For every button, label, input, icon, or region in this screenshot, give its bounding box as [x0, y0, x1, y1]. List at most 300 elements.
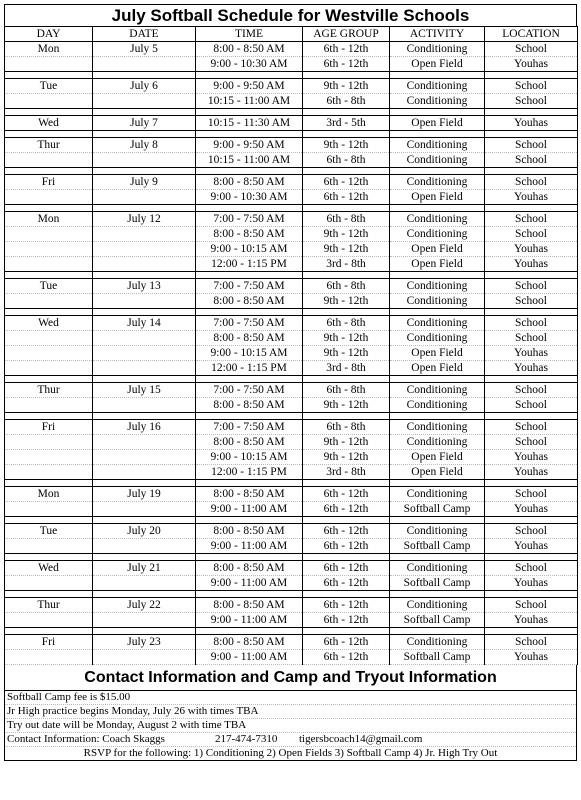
spacer-cell [196, 554, 303, 561]
spacer-cell [303, 554, 390, 561]
table-row [5, 316, 578, 331]
spacer-cell [93, 272, 196, 279]
activity-cell: Open Field [390, 190, 485, 205]
location-cell: School [485, 79, 578, 94]
table-row [5, 361, 578, 376]
date-cell [93, 331, 196, 346]
spacer-cell [390, 628, 485, 635]
header-row [5, 27, 578, 42]
day-cell: Fri [5, 420, 93, 435]
date-cell: July 14 [93, 316, 196, 331]
table-row [5, 153, 578, 168]
location-cell: Youhas [485, 539, 578, 554]
spacer-cell [196, 168, 303, 175]
activity-cell: Softball Camp [390, 539, 485, 554]
time-cell: 9:00 - 11:00 AM [196, 576, 303, 591]
day-cell: Mon [5, 212, 93, 227]
time-cell: 9:00 - 11:00 AM [196, 502, 303, 517]
location-cell: Youhas [485, 190, 578, 205]
time-cell: 9:00 - 10:15 AM [196, 242, 303, 257]
age-group-cell: 6th - 8th [303, 383, 390, 398]
location-cell: Youhas [485, 361, 578, 376]
spacer-cell [93, 168, 196, 175]
location-cell: School [485, 212, 578, 227]
spacer-cell [485, 72, 578, 79]
activity-cell: Conditioning [390, 94, 485, 109]
date-cell [93, 227, 196, 242]
time-cell: 7:00 - 7:50 AM [196, 212, 303, 227]
time-cell: 12:00 - 1:15 PM [196, 257, 303, 272]
page-title: July Softball Schedule for Westville Schools [4, 4, 577, 26]
age-group-cell: 6th - 12th [303, 42, 390, 57]
table-row [5, 613, 578, 628]
spacer-cell [303, 168, 390, 175]
group-spacer [5, 480, 578, 487]
age-group-cell: 9th - 12th [303, 331, 390, 346]
activity-cell: Conditioning [390, 316, 485, 331]
date-cell: July 20 [93, 524, 196, 539]
age-group-cell: 6th - 12th [303, 561, 390, 576]
table-row [5, 116, 578, 131]
day-cell: Fri [5, 175, 93, 190]
spacer-cell [303, 309, 390, 316]
day-cell [5, 331, 93, 346]
location-cell: School [485, 294, 578, 309]
day-cell [5, 450, 93, 465]
date-cell [93, 190, 196, 205]
spacer-cell [390, 480, 485, 487]
spacer-cell [196, 480, 303, 487]
contact-info [4, 691, 577, 761]
table-row [5, 398, 578, 413]
date-cell [93, 57, 196, 72]
spacer-cell [93, 72, 196, 79]
activity-cell: Open Field [390, 450, 485, 465]
spacer-cell [485, 168, 578, 175]
schedule-table [4, 26, 578, 665]
table-row [5, 212, 578, 227]
day-cell [5, 465, 93, 480]
col-header-day: DAY [5, 27, 93, 42]
spacer-cell [303, 591, 390, 598]
group-spacer [5, 72, 578, 79]
time-cell: 9:00 - 11:00 AM [196, 539, 303, 554]
time-cell: 7:00 - 7:50 AM [196, 279, 303, 294]
age-group-cell: 6th - 12th [303, 487, 390, 502]
age-group-cell: 9th - 12th [303, 79, 390, 94]
age-group-cell: 6th - 8th [303, 316, 390, 331]
age-group-cell: 6th - 8th [303, 94, 390, 109]
spacer-cell [5, 480, 93, 487]
date-cell [93, 361, 196, 376]
location-cell: School [485, 94, 578, 109]
location-cell: School [485, 42, 578, 57]
day-cell [5, 94, 93, 109]
group-spacer [5, 413, 578, 420]
spacer-cell [93, 628, 196, 635]
date-cell [93, 398, 196, 413]
schedule-body [5, 42, 578, 665]
table-row [5, 42, 578, 57]
day-cell [5, 190, 93, 205]
date-cell: July 8 [93, 138, 196, 153]
activity-cell: Conditioning [390, 635, 485, 650]
date-cell [93, 650, 196, 665]
activity-cell: Conditioning [390, 79, 485, 94]
spacer-cell [5, 309, 93, 316]
spacer-cell [390, 131, 485, 138]
spacer-cell [390, 376, 485, 383]
activity-cell: Open Field [390, 361, 485, 376]
activity-cell: Open Field [390, 57, 485, 72]
spacer-cell [5, 168, 93, 175]
date-cell [93, 502, 196, 517]
time-cell: 8:00 - 8:50 AM [196, 561, 303, 576]
day-cell: Wed [5, 116, 93, 131]
day-cell [5, 539, 93, 554]
date-cell: July 15 [93, 383, 196, 398]
spacer-cell [93, 205, 196, 212]
spacer-cell [390, 554, 485, 561]
spacer-cell [485, 480, 578, 487]
tryout-line: Try out date will be Monday, August 2 with time TBA [5, 719, 576, 733]
table-row [5, 450, 578, 465]
schedule-sheet [4, 4, 577, 761]
date-cell: July 21 [93, 561, 196, 576]
spacer-cell [390, 168, 485, 175]
group-spacer [5, 109, 578, 116]
time-cell: 8:00 - 8:50 AM [196, 175, 303, 190]
time-cell: 10:15 - 11:30 AM [196, 116, 303, 131]
table-row [5, 524, 578, 539]
day-cell [5, 361, 93, 376]
spacer-cell [390, 413, 485, 420]
location-cell: School [485, 227, 578, 242]
location-cell: School [485, 316, 578, 331]
table-row [5, 175, 578, 190]
date-cell [93, 613, 196, 628]
table-row [5, 227, 578, 242]
table-row [5, 435, 578, 450]
spacer-cell [196, 628, 303, 635]
location-cell: School [485, 561, 578, 576]
spacer-cell [5, 517, 93, 524]
spacer-cell [390, 272, 485, 279]
time-cell: 8:00 - 8:50 AM [196, 42, 303, 57]
spacer-cell [485, 591, 578, 598]
table-row [5, 79, 578, 94]
activity-cell: Conditioning [390, 279, 485, 294]
activity-cell: Conditioning [390, 420, 485, 435]
date-cell: July 9 [93, 175, 196, 190]
spacer-cell [5, 413, 93, 420]
age-group-cell: 3rd - 8th [303, 361, 390, 376]
date-cell: July 23 [93, 635, 196, 650]
contact-label: Contact Information: Coach Skaggs [7, 733, 165, 745]
time-cell: 9:00 - 10:15 AM [196, 450, 303, 465]
activity-cell: Softball Camp [390, 576, 485, 591]
table-row [5, 539, 578, 554]
location-cell: School [485, 598, 578, 613]
spacer-cell [303, 628, 390, 635]
day-cell [5, 294, 93, 309]
time-cell: 8:00 - 8:50 AM [196, 398, 303, 413]
spacer-cell [93, 591, 196, 598]
date-cell [93, 346, 196, 361]
spacer-cell [93, 517, 196, 524]
spacer-cell [93, 109, 196, 116]
spacer-cell [390, 72, 485, 79]
age-group-cell: 9th - 12th [303, 346, 390, 361]
age-group-cell: 6th - 12th [303, 190, 390, 205]
table-row [5, 190, 578, 205]
age-group-cell: 6th - 12th [303, 576, 390, 591]
time-cell: 9:00 - 10:30 AM [196, 190, 303, 205]
time-cell: 12:00 - 1:15 PM [196, 465, 303, 480]
spacer-cell [5, 554, 93, 561]
spacer-cell [485, 205, 578, 212]
table-row [5, 242, 578, 257]
table-row [5, 279, 578, 294]
day-cell [5, 346, 93, 361]
day-cell: Thur [5, 138, 93, 153]
spacer-cell [485, 131, 578, 138]
col-header-age-group: AGE GROUP [303, 27, 390, 42]
time-cell: 9:00 - 11:00 AM [196, 650, 303, 665]
activity-cell: Conditioning [390, 435, 485, 450]
col-header-time: TIME [196, 27, 303, 42]
age-group-cell: 9th - 12th [303, 435, 390, 450]
day-cell: Mon [5, 42, 93, 57]
age-group-cell: 6th - 8th [303, 420, 390, 435]
spacer-cell [196, 72, 303, 79]
time-cell: 8:00 - 8:50 AM [196, 635, 303, 650]
age-group-cell: 6th - 12th [303, 613, 390, 628]
day-cell [5, 153, 93, 168]
time-cell: 7:00 - 7:50 AM [196, 383, 303, 398]
date-cell [93, 94, 196, 109]
spacer-cell [485, 628, 578, 635]
activity-cell: Open Field [390, 346, 485, 361]
activity-cell: Conditioning [390, 212, 485, 227]
table-row [5, 294, 578, 309]
spacer-cell [196, 591, 303, 598]
spacer-cell [196, 109, 303, 116]
time-cell: 8:00 - 8:50 AM [196, 598, 303, 613]
location-cell: School [485, 383, 578, 398]
activity-cell: Conditioning [390, 598, 485, 613]
activity-cell: Open Field [390, 242, 485, 257]
table-row [5, 502, 578, 517]
table-row [5, 383, 578, 398]
spacer-cell [5, 109, 93, 116]
age-group-cell: 6th - 8th [303, 279, 390, 294]
location-cell: School [485, 175, 578, 190]
day-cell [5, 57, 93, 72]
day-cell: Wed [5, 561, 93, 576]
location-cell: School [485, 635, 578, 650]
table-row [5, 561, 578, 576]
spacer-cell [93, 413, 196, 420]
spacer-cell [196, 517, 303, 524]
group-spacer [5, 205, 578, 212]
location-cell: School [485, 153, 578, 168]
age-group-cell: 6th - 12th [303, 539, 390, 554]
activity-cell: Conditioning [390, 153, 485, 168]
table-row [5, 138, 578, 153]
age-group-cell: 6th - 8th [303, 153, 390, 168]
spacer-cell [485, 517, 578, 524]
date-cell [93, 294, 196, 309]
date-cell [93, 465, 196, 480]
location-cell: School [485, 487, 578, 502]
spacer-cell [303, 109, 390, 116]
location-cell: School [485, 138, 578, 153]
location-cell: Youhas [485, 242, 578, 257]
spacer-cell [485, 272, 578, 279]
table-row [5, 57, 578, 72]
activity-cell: Conditioning [390, 138, 485, 153]
spacer-cell [485, 376, 578, 383]
day-cell: Wed [5, 316, 93, 331]
spacer-cell [303, 480, 390, 487]
time-cell: 9:00 - 10:15 AM [196, 346, 303, 361]
date-cell: July 7 [93, 116, 196, 131]
age-group-cell: 9th - 12th [303, 227, 390, 242]
activity-cell: Conditioning [390, 175, 485, 190]
group-spacer [5, 272, 578, 279]
col-header-activity: ACTIVITY [390, 27, 485, 42]
time-cell: 8:00 - 8:50 AM [196, 331, 303, 346]
activity-cell: Conditioning [390, 227, 485, 242]
spacer-cell [303, 72, 390, 79]
activity-cell: Conditioning [390, 42, 485, 57]
day-cell [5, 398, 93, 413]
spacer-cell [93, 554, 196, 561]
location-cell: School [485, 524, 578, 539]
time-cell: 12:00 - 1:15 PM [196, 361, 303, 376]
contact-title: Contact Information and Camp and Tryout Information [4, 665, 577, 691]
time-cell: 8:00 - 8:50 AM [196, 227, 303, 242]
activity-cell: Softball Camp [390, 613, 485, 628]
time-cell: 9:00 - 11:00 AM [196, 613, 303, 628]
spacer-cell [390, 517, 485, 524]
activity-cell: Conditioning [390, 294, 485, 309]
age-group-cell: 6th - 12th [303, 524, 390, 539]
date-cell: July 12 [93, 212, 196, 227]
spacer-cell [303, 413, 390, 420]
date-cell [93, 242, 196, 257]
age-group-cell: 6th - 12th [303, 175, 390, 190]
spacer-cell [390, 591, 485, 598]
spacer-cell [303, 376, 390, 383]
age-group-cell: 6th - 12th [303, 502, 390, 517]
day-cell: Fri [5, 635, 93, 650]
spacer-cell [303, 272, 390, 279]
spacer-cell [93, 376, 196, 383]
camp-fee-line: Softball Camp fee is $15.00 [5, 691, 576, 705]
time-cell: 7:00 - 7:50 AM [196, 420, 303, 435]
time-cell: 8:00 - 8:50 AM [196, 435, 303, 450]
location-cell: Youhas [485, 465, 578, 480]
time-cell: 9:00 - 10:30 AM [196, 57, 303, 72]
activity-cell: Conditioning [390, 383, 485, 398]
location-cell: Youhas [485, 116, 578, 131]
col-header-date: DATE [93, 27, 196, 42]
day-cell [5, 502, 93, 517]
spacer-cell [5, 72, 93, 79]
time-cell: 8:00 - 8:50 AM [196, 487, 303, 502]
age-group-cell: 6th - 12th [303, 57, 390, 72]
spacer-cell [196, 376, 303, 383]
age-group-cell: 9th - 12th [303, 294, 390, 309]
spacer-cell [303, 517, 390, 524]
table-row [5, 346, 578, 361]
contact-email[interactable]: tigersbcoach14@gmail.com [299, 733, 423, 745]
age-group-cell: 6th - 8th [303, 212, 390, 227]
day-cell: Tue [5, 79, 93, 94]
activity-cell: Open Field [390, 116, 485, 131]
time-cell: 7:00 - 7:50 AM [196, 316, 303, 331]
rsvp-line: RSVP for the following: 1) Conditioning 2) Open Fields 3) Softball Camp 4) Jr. High Try Out [5, 747, 576, 761]
day-cell [5, 576, 93, 591]
age-group-cell: 9th - 12th [303, 398, 390, 413]
time-cell: 10:15 - 11:00 AM [196, 153, 303, 168]
table-row [5, 257, 578, 272]
location-cell: Youhas [485, 450, 578, 465]
spacer-cell [303, 131, 390, 138]
activity-cell: Conditioning [390, 331, 485, 346]
date-cell [93, 153, 196, 168]
day-cell [5, 613, 93, 628]
spacer-cell [196, 205, 303, 212]
group-spacer [5, 628, 578, 635]
group-spacer [5, 517, 578, 524]
activity-cell: Conditioning [390, 561, 485, 576]
location-cell: Youhas [485, 346, 578, 361]
spacer-cell [390, 205, 485, 212]
day-cell [5, 257, 93, 272]
age-group-cell: 6th - 12th [303, 650, 390, 665]
date-cell [93, 539, 196, 554]
date-cell [93, 257, 196, 272]
age-group-cell: 6th - 12th [303, 598, 390, 613]
location-cell: Youhas [485, 613, 578, 628]
spacer-cell [5, 205, 93, 212]
date-cell: July 22 [93, 598, 196, 613]
time-cell: 10:15 - 11:00 AM [196, 94, 303, 109]
group-spacer [5, 554, 578, 561]
day-cell [5, 242, 93, 257]
spacer-cell [485, 413, 578, 420]
jr-high-line: Jr High practice begins Monday, July 26 with times TBA [5, 705, 576, 719]
activity-cell: Conditioning [390, 524, 485, 539]
spacer-cell [5, 272, 93, 279]
date-cell: July 19 [93, 487, 196, 502]
contact-line [5, 733, 576, 747]
age-group-cell: 9th - 12th [303, 242, 390, 257]
activity-cell: Open Field [390, 257, 485, 272]
time-cell: 9:00 - 9:50 AM [196, 138, 303, 153]
table-row [5, 465, 578, 480]
day-cell [5, 650, 93, 665]
age-group-cell: 3rd - 5th [303, 116, 390, 131]
table-row [5, 420, 578, 435]
activity-cell: Conditioning [390, 398, 485, 413]
time-cell: 9:00 - 9:50 AM [196, 79, 303, 94]
spacer-cell [485, 109, 578, 116]
spacer-cell [485, 309, 578, 316]
